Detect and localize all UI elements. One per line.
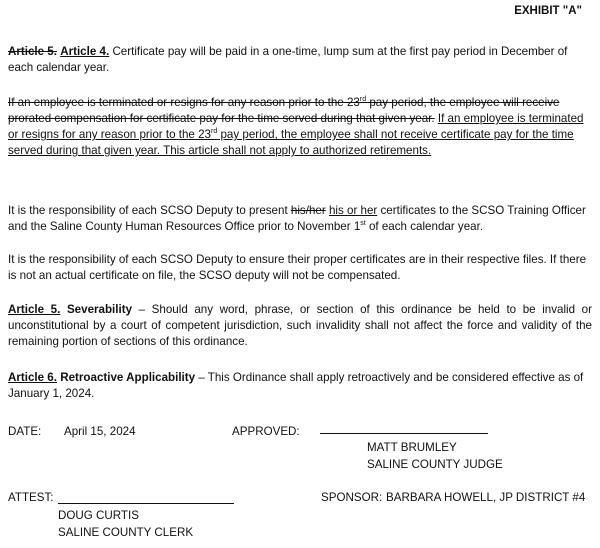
responsibility-paragraph-1 xyxy=(8,203,592,235)
clerk-signature-line xyxy=(58,503,234,504)
article-6-text: – This Ordinance shall apply retroactively and be considered effective as of January 1, 2024. xyxy=(8,371,584,400)
judge-signature-line xyxy=(320,433,488,434)
resp1-struck: his/her xyxy=(290,204,326,217)
sponsor-value: BARBARA HOWELL, JP DISTRICT #4 xyxy=(386,491,586,504)
resp1-inserted: his or her xyxy=(328,204,378,217)
article-new-label: Article 4. xyxy=(60,45,110,58)
attest-label: ATTEST: xyxy=(8,491,54,504)
resp2-text: It is the responsibility of each SCSO Deputy to ensure their proper certificates are in their respective files. If there is not an actual certificate on file, the SCSO deputy will not be compensated. xyxy=(8,253,587,282)
sponsor-label: SPONSOR: xyxy=(321,491,383,504)
resp1-part3: of each calendar year. xyxy=(365,220,484,233)
approved-label: APPROVED: xyxy=(232,425,300,438)
date-label: DATE: xyxy=(8,425,42,438)
article-4-paragraph xyxy=(8,44,592,76)
struck-text-a: If an employee is terminated or resigns for any reason prior to the 23 xyxy=(8,96,360,109)
article-6-title: Retroactive Applicability xyxy=(60,371,196,384)
struck-sup: rd xyxy=(359,96,367,104)
article-6-paragraph xyxy=(8,370,592,402)
article-5-label: Article 5. xyxy=(8,303,61,316)
article-4-text: Certificate pay will be paid in a one-time, lump sum at the first pay period in December of each calendar year. xyxy=(8,45,568,74)
resp1-part2: certificates to the SCSO Training Officer and the Saline County Human Resources Office prior to November 1 xyxy=(8,204,586,233)
article-6-label: Article 6. xyxy=(8,371,57,384)
new-text-b: pay period, the employee shall not receive certificate pay for the time served during that given year. This article shall not apply to authorized retirements. xyxy=(8,128,574,157)
new-sup: rd xyxy=(211,128,218,136)
new-text-a: If an employee is terminated or resigns for any reason prior to the 23 xyxy=(8,112,584,141)
resp1-sup: st xyxy=(360,220,366,228)
exhibit-heading: EXHIBIT "A" xyxy=(514,5,582,17)
termination-paragraph xyxy=(8,95,592,159)
responsibility-paragraph-2 xyxy=(8,252,592,284)
article-old-label: Article 5. xyxy=(8,45,57,58)
struck-text-b: pay period, the employee will receive prorated compensation for certificate pay for the time served during that given year. xyxy=(8,96,560,125)
clerk-title: SALINE COUNTY CLERK xyxy=(58,526,194,539)
article-5-title: Severability xyxy=(66,303,133,316)
judge-name: MATT BRUMLEY xyxy=(367,441,457,454)
judge-title: SALINE COUNTY JUDGE xyxy=(367,458,503,471)
article-5-text: – Should any word, phrase, or section of this ordinance be held to be invalid or unconstitutional by a court of competent jurisdiction, such invalidity shall not affect the force and validity of the remaining portion of sections of this ordinance. xyxy=(8,303,592,348)
resp1-part1: It is the responsibility of each SCSO Deputy to present xyxy=(8,204,291,217)
article-5-paragraph xyxy=(8,302,592,350)
date-value: April 15, 2024 xyxy=(64,425,136,438)
clerk-name: DOUG CURTIS xyxy=(58,509,139,522)
